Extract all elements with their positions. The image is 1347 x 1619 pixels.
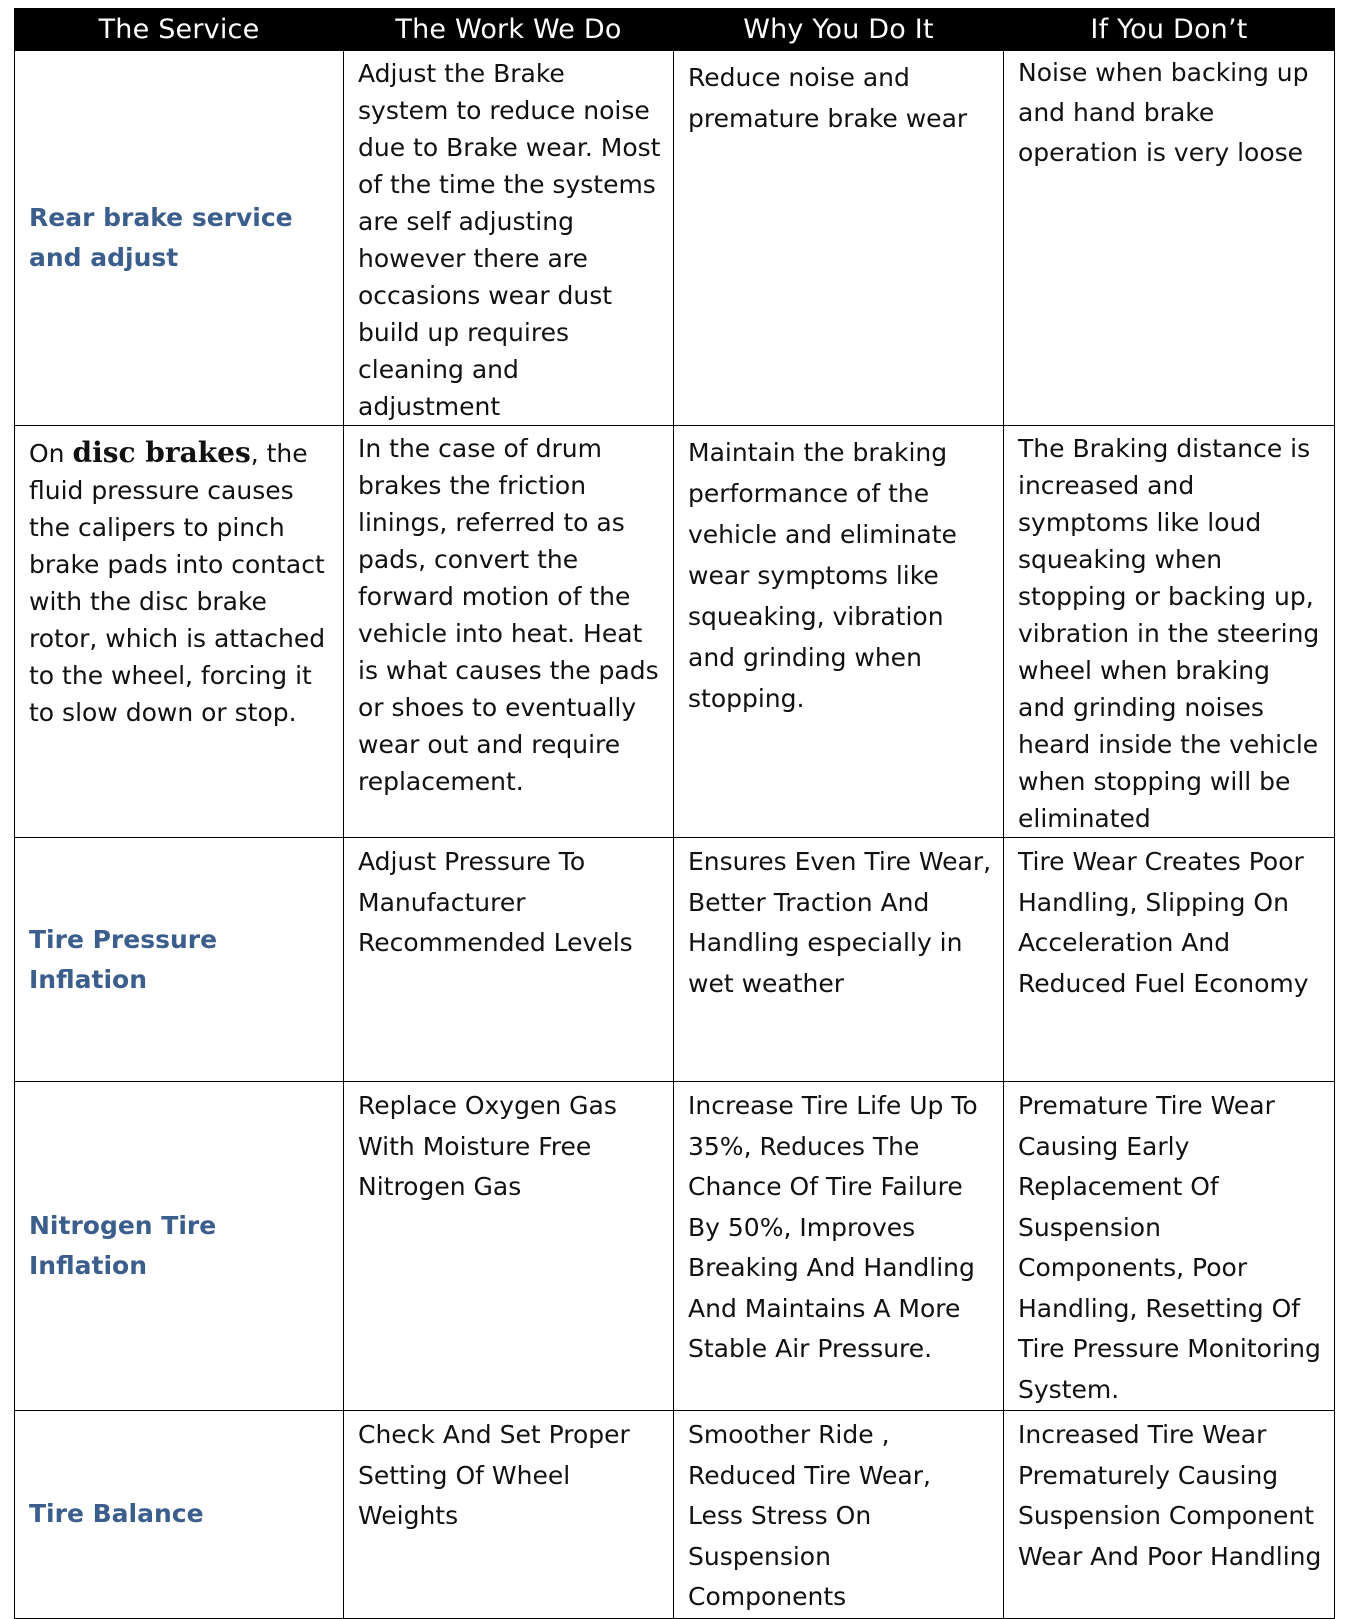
dont-cell: Noise when backing up and hand brake operation is very loose — [1004, 51, 1335, 426]
service-name: Rear brake service and adjust — [15, 51, 344, 426]
table-row — [15, 1411, 1335, 1619]
service-suffix: , the fluid pressure causes the calipers to pinch brake pads into contact with the disc brake rotor, which is attached to the wheel, forcing it to slow down or stop. — [29, 439, 326, 727]
service-emphasis: disc brakes — [72, 436, 251, 469]
header-row — [15, 9, 1335, 51]
dont-cell: The Braking distance is increased and symptoms like loud squeaking when stopping or backing up, vibration in the steering wheel when braking and grinding noises heard inside the vehicle when stopping will be eliminated — [1004, 426, 1335, 838]
service-table — [14, 8, 1335, 1619]
service-description — [15, 426, 344, 838]
table-body — [15, 51, 1335, 1619]
table-header — [15, 9, 1335, 51]
work-cell: In the case of drum brakes the friction linings, referred to as pads, convert the forward motion of the vehicle into heat. Heat is what causes the pads or shoes to eventually wear out and require replacement. — [344, 426, 674, 838]
work-cell: Adjust the Brake system to reduce noise due to Brake wear. Most of the time the systems are self adjusting however there are occasions wear dust build up requires cleaning and adjustment — [344, 51, 674, 426]
work-cell: Check And Set Proper Setting Of Wheel Weights — [344, 1411, 674, 1619]
why-cell: Maintain the braking performance of the vehicle and eliminate wear symptoms like squeaking, vibration and grinding when stopping. — [674, 426, 1004, 838]
dont-cell: Tire Wear Creates Poor Handling, Slipping On Acceleration And Reduced Fuel Economy — [1004, 838, 1335, 1082]
header-dont: If You Don’t — [1004, 9, 1335, 51]
dont-cell: Premature Tire Wear Causing Early Replacement Of Suspension Components, Poor Handling, Resetting Of Tire Pressure Monitoring System. — [1004, 1082, 1335, 1411]
table-row — [15, 51, 1335, 426]
dont-cell: Increased Tire Wear Prematurely Causing Suspension Component Wear And Poor Handling — [1004, 1411, 1335, 1619]
why-cell: Increase Tire Life Up To 35%, Reduces The Chance Of Tire Failure By 50%, Improves Breaking And Handling And Maintains A More Stable Air Pressure. — [674, 1082, 1004, 1411]
service-name: Tire Balance — [15, 1411, 344, 1619]
table-row — [15, 838, 1335, 1082]
why-cell: Smoother Ride , Reduced Tire Wear, Less Stress On Suspension Components — [674, 1411, 1004, 1619]
work-cell: Adjust Pressure To Manufacturer Recommended Levels — [344, 838, 674, 1082]
header-service: The Service — [15, 9, 344, 51]
work-cell: Replace Oxygen Gas With Moisture Free Nitrogen Gas — [344, 1082, 674, 1411]
header-why: Why You Do It — [674, 9, 1004, 51]
table-row — [15, 1082, 1335, 1411]
service-name: Nitrogen Tire Inflation — [15, 1082, 344, 1411]
table-row — [15, 426, 1335, 838]
why-cell: Reduce noise and premature brake wear — [674, 51, 1004, 426]
service-name: Tire Pressure Inflation — [15, 838, 344, 1082]
why-cell: Ensures Even Tire Wear, Better Traction And Handling especially in wet weather — [674, 838, 1004, 1082]
service-prefix: On — [29, 439, 73, 468]
header-work: The Work We Do — [344, 9, 674, 51]
